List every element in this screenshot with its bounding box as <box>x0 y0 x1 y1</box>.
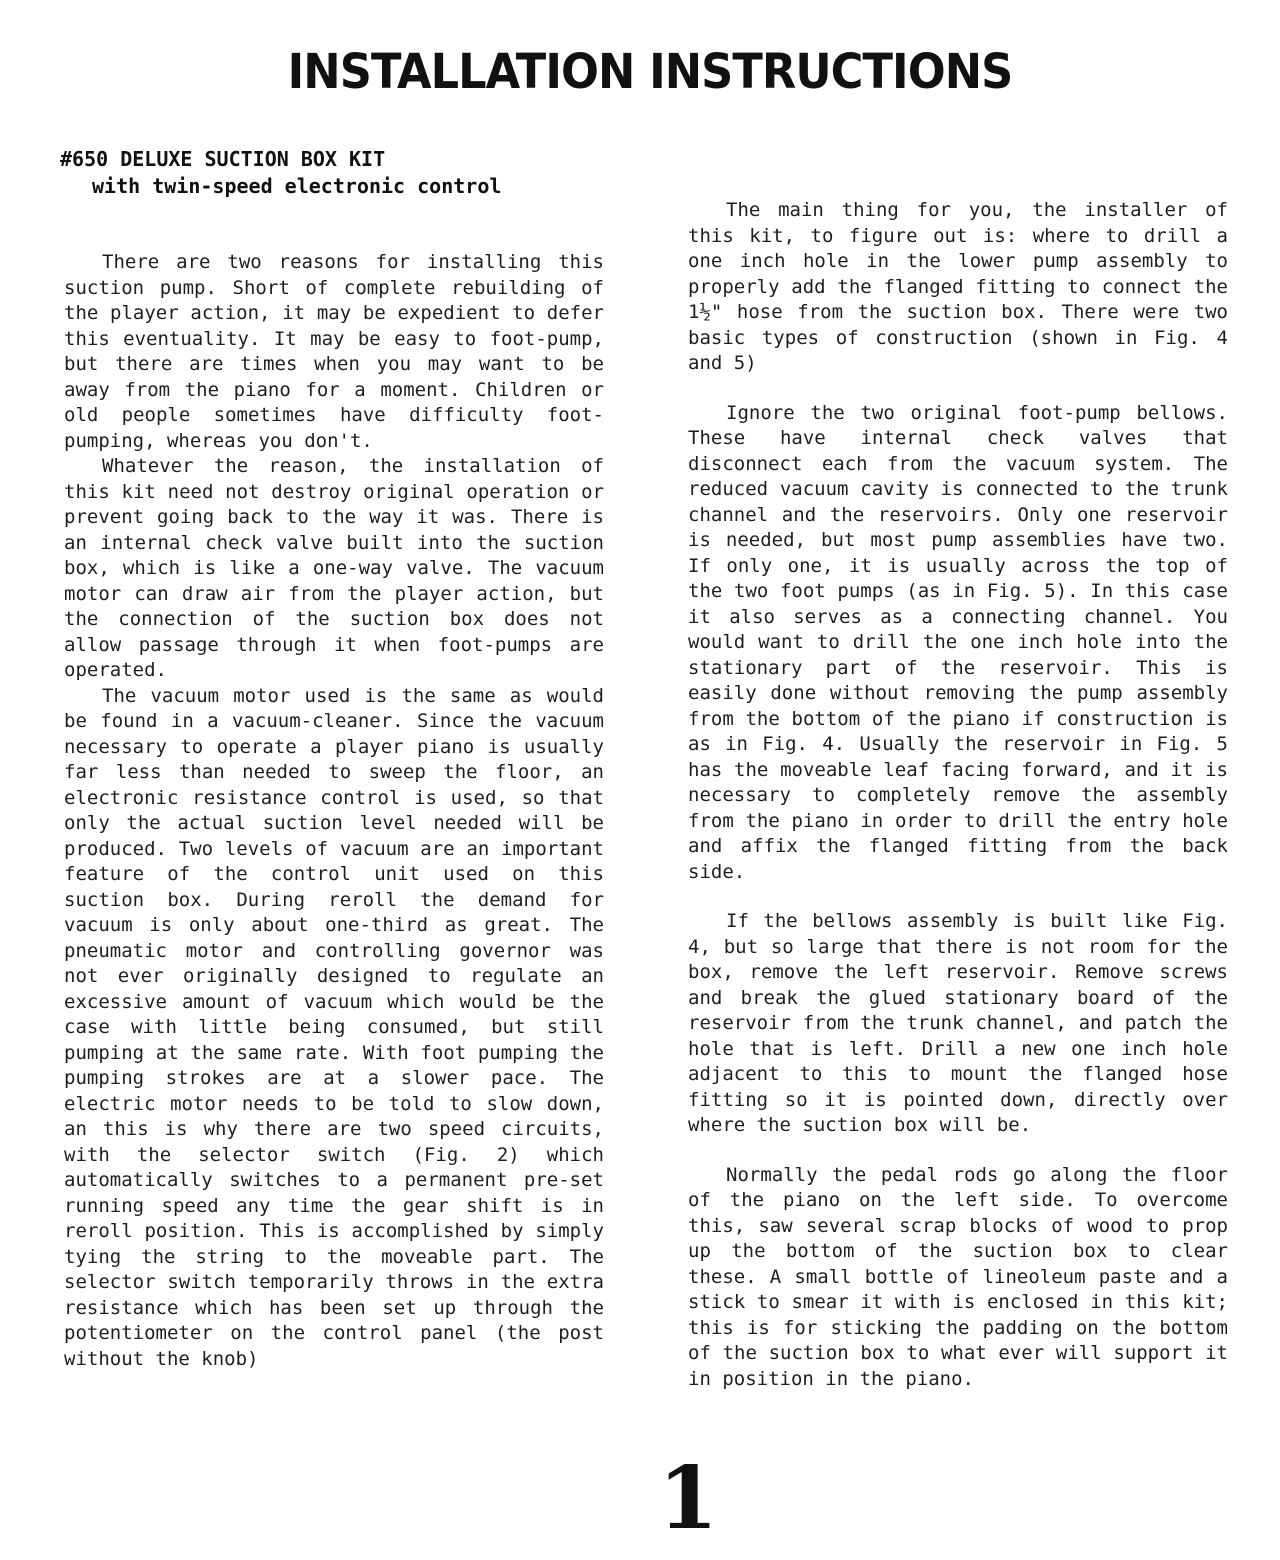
left-paragraph-3: The vacuum motor used is the same as would be found in a vacuum-cleaner. Since the vacuum necessary to operate a player piano is usually far less than needed to sweep the floor, an electronic resistance control is used, so that only the actual suction level needed will be produced. Two levels of vacuum are an important feature of the control unit used on this suction box. During reroll the demand for vacuum is only about one-third as great. The pneumatic motor and controlling governor was not ever originally designed to regulate an excessive amount of vacuum which would be the case with little being consumed, but still pumping at the same rate. With foot pumping the pumping strokes are at a slower pace. The electric motor needs to be told to slow down, an this is why there are two speed circuits, with the selector switch (Fig. 2) which automatically switches to a permanent pre-set running speed any time the gear shift is in reroll position. This is accomplished by simply tying the string to the moveable part. The selector switch temporarily throws in the extra resistance which has been set up through the potentiometer on the control panel (the post without the knob) <box>64 684 604 1370</box>
right-paragraph-2: Ignore the two original foot-pump bellows. These have internal check valves that disconnect each from the vacuum system. The reduced vacuum cavity is connected to the trunk channel and the reservoirs. Only one reservoir is needed, but most pump assemblies have two. If only one, it is usually across the top of the two foot pumps (as in Fig. 5). In this case it also serves as a connecting channel. You would want to drill the one inch hole into the stationary part of the reservoir. This is easily done without removing the pump assembly from the bottom of the piano if construction is as in Fig. 4. Usually the reservoir in Fig. 5 has the moveable leaf facing forward, and it is necessary to completely remove the assembly from the piano in order to drill the entry hole and affix the flanged fitting from the back side. <box>688 401 1228 883</box>
right-column <box>688 198 1228 1392</box>
right-paragraph-1: The main thing for you, the installer of this kit, to figure out is: where to drill a one inch hole in the lower pump assembly to properly add the flanged fitting to connect the 1½" hose from the suction box. There were two basic types of construction (shown in Fig. 4 and 5) <box>688 199 1228 374</box>
left-column <box>64 250 604 1372</box>
right-paragraph-3: If the bellows assembly is built like Fig. 4, but so large that there is not room for the box, remove the left reservoir. Remove screws and break the glued stationary board of the reservoir from the trunk channel, and patch the hole that is left. Drill a new one inch hole adjacent to this to mount the flanged hose fitting so it is pointed down, directly over where the suction box will be. <box>688 910 1228 1136</box>
page-number: 1 <box>658 1448 718 1549</box>
left-paragraph-2: Whatever the reason, the installation of this kit need not destroy original operation or prevent going back to the way it was. There is an internal check valve built into the suction box, which is like a one-way valve. The vacuum motor can draw air from the player action, but the connection of the suction box does not allow passage through it when foot-pumps are operated. <box>64 455 604 681</box>
right-paragraph-4: Normally the pedal rods go along the floor of the piano on the left side. To overcome this, saw several scrap blocks of wood to prop up the bottom of the suction box to clear these. A small bottle of lineoleum paste and a stick to smear it with is enclosed in this kit; this is for sticking the padding on the bottom of the suction box to what ever will support it in position in the piano. <box>688 1163 1228 1390</box>
left-paragraph-1: There are two reasons for installing this suction pump. Short of complete rebuilding of the player action, it may be expedient to defer this eventuality. It may be easy to foot-pump, but there are times when you may want to be away from the piano for a moment. Children or old people sometimes have difficulty foot-pumping, whereas you don't. <box>64 251 604 452</box>
kit-title: #650 DELUXE SUCTION BOX KIT <box>60 147 386 171</box>
kit-subtitle: with twin-speed electronic control <box>92 174 502 198</box>
kit-heading <box>60 146 501 200</box>
page-title: INSTALLATION INSTRUCTIONS <box>287 44 1013 100</box>
